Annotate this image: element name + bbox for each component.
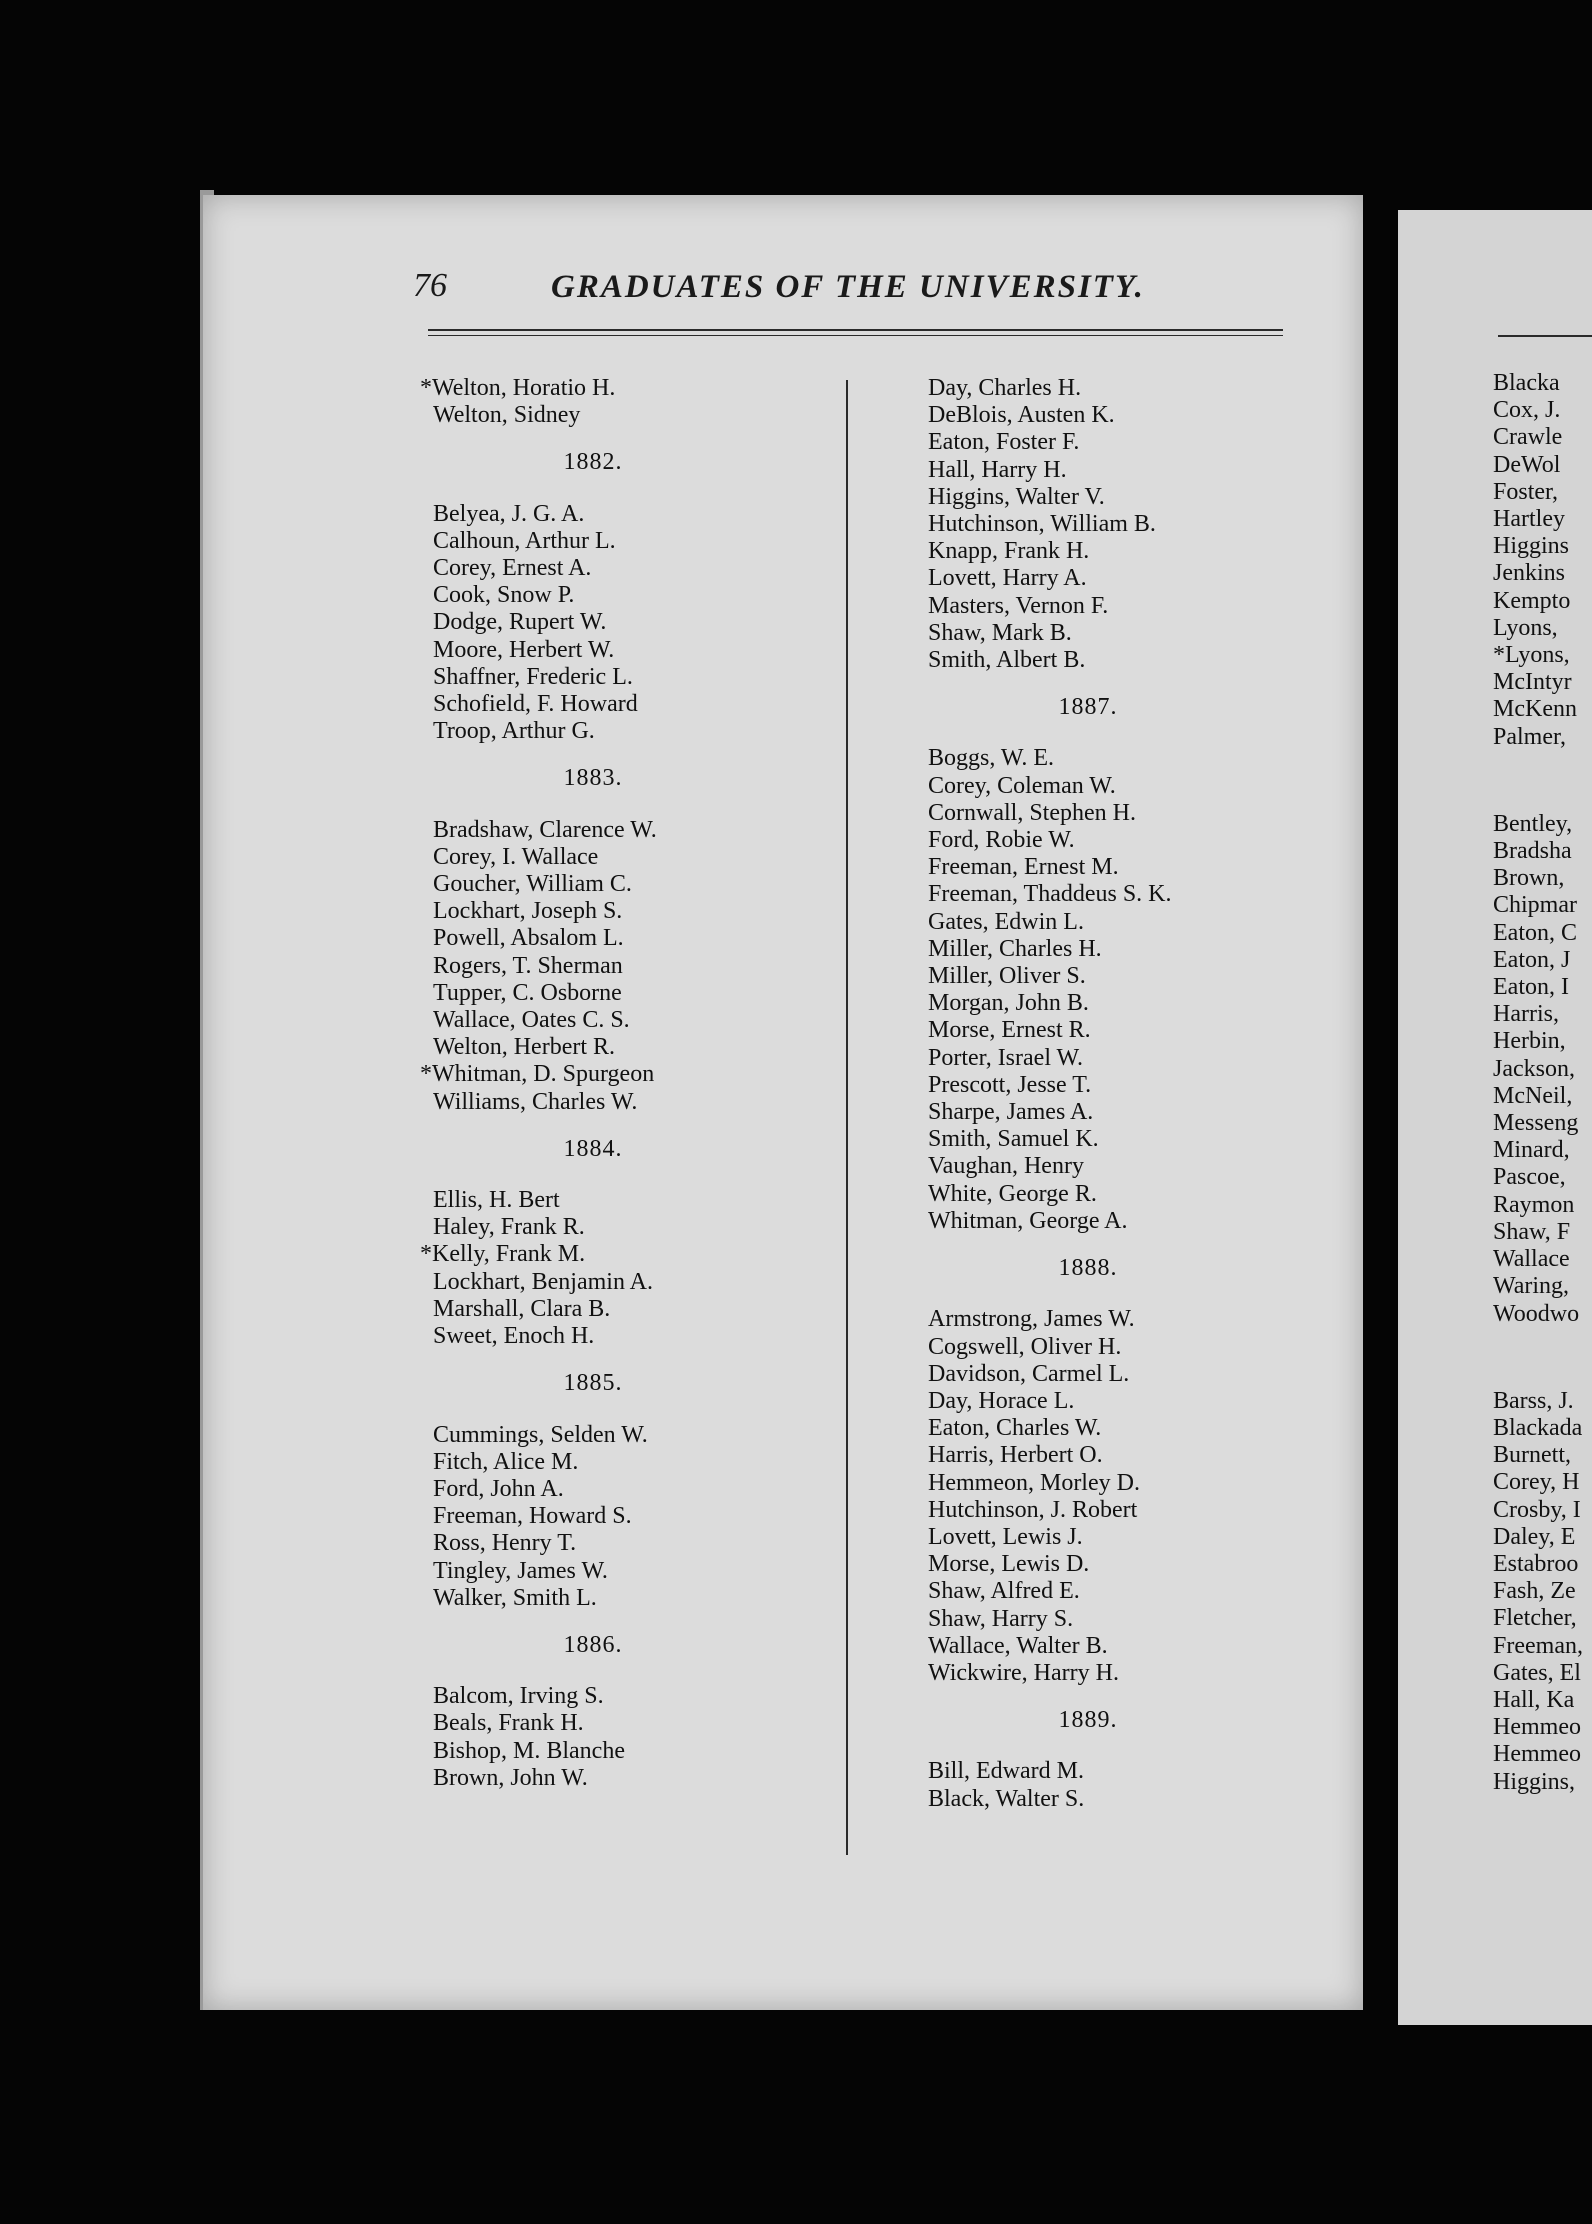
graduate-name: Corey, I. Wallace: [433, 843, 599, 870]
graduate-name: Shaw, Alfred E.: [928, 1578, 1080, 1605]
graduate-name: Whitman, George A.: [928, 1207, 1128, 1234]
next-page-name: Blackada: [1493, 1414, 1583, 1441]
graduate-name: Haley, Frank R.: [433, 1214, 585, 1241]
next-page-name: McNeil,: [1493, 1082, 1573, 1109]
graduate-name: *Kelly, Frank M.: [420, 1241, 586, 1268]
next-page-name: Shaw, F: [1493, 1218, 1571, 1245]
next-page-name: Wallace: [1493, 1246, 1570, 1273]
year-heading: 1882.: [563, 449, 623, 476]
right-column: [928, 375, 1328, 1813]
graduate-name: Calhoun, Arthur L.: [433, 527, 616, 554]
graduate-name: Williams, Charles W.: [433, 1088, 638, 1115]
graduate-name: Morgan, John B.: [928, 990, 1089, 1017]
next-page-name: Higgins: [1493, 533, 1570, 560]
next-page-name: Gates, El: [1493, 1659, 1581, 1686]
graduate-name: Hemmeon, Morley D.: [928, 1469, 1140, 1496]
next-page-name: Eaton, J: [1493, 946, 1571, 973]
graduate-name: Welton, Herbert R.: [433, 1034, 616, 1061]
graduate-name: Boggs, W. E.: [928, 745, 1055, 772]
next-page-name: McIntyr: [1493, 669, 1572, 696]
graduate-name: Masters, Vernon F.: [928, 592, 1109, 619]
book-page: [203, 195, 1363, 2010]
next-page-name: Barss, J.: [1493, 1387, 1574, 1414]
running-title: GRADUATES OF THE UNIVERSITY.: [551, 269, 1145, 305]
next-page-name: Hall, Ka: [1493, 1686, 1575, 1713]
next-page-name: Hemmeo: [1493, 1714, 1581, 1741]
graduate-name: Gates, Edwin L.: [928, 908, 1084, 935]
graduate-name: Ford, Robie W.: [928, 827, 1075, 854]
graduate-name: Corey, Coleman W.: [928, 772, 1116, 799]
graduate-name: Bishop, M. Blanche: [433, 1737, 625, 1764]
graduate-name: Morse, Lewis D.: [928, 1551, 1090, 1578]
next-page-name: Burnett,: [1493, 1442, 1571, 1469]
next-page-name: Chipmar: [1493, 892, 1577, 919]
graduate-name: Troop, Arthur G.: [433, 718, 595, 745]
graduate-name: Hutchinson, J. Robert: [928, 1496, 1138, 1523]
next-page-name: Hemmeo: [1493, 1741, 1581, 1768]
graduate-name: Belyea, J. G. A.: [433, 500, 585, 527]
graduate-name: Sweet, Enoch H.: [433, 1323, 595, 1350]
graduate-name: Freeman, Howard S.: [433, 1503, 632, 1530]
graduate-name: Ross, Henry T.: [433, 1530, 577, 1557]
graduate-name: Balcom, Irving S.: [433, 1683, 604, 1710]
header-rule-top: [428, 329, 1283, 331]
section-gap: [1493, 751, 1583, 811]
graduate-name: Eaton, Charles W.: [928, 1415, 1102, 1442]
next-page-name: Higgins,: [1493, 1768, 1576, 1795]
left-column: [420, 375, 833, 1792]
graduate-name: Sharpe, James A.: [928, 1099, 1094, 1126]
graduate-name: Day, Charles H.: [928, 375, 1082, 401]
next-page-name: Palmer,: [1493, 723, 1567, 750]
column-divider: [846, 380, 848, 1855]
graduate-name: Rogers, T. Sherman: [433, 952, 623, 979]
graduate-name: *Welton, Horatio H.: [420, 375, 616, 401]
graduate-name: Ford, John A.: [433, 1475, 564, 1502]
graduate-name: Schofield, F. Howard: [433, 691, 638, 718]
next-page-name: Pascoe,: [1493, 1164, 1566, 1191]
next-page-name: Messeng: [1493, 1110, 1579, 1137]
year-heading: 1884.: [563, 1135, 623, 1162]
graduate-name: Lovett, Harry A.: [928, 565, 1087, 592]
next-page-name: Fash, Ze: [1493, 1578, 1576, 1605]
year-heading: 1888.: [1058, 1255, 1118, 1282]
graduate-name: Lockhart, Joseph S.: [433, 898, 623, 925]
graduate-name: Hall, Harry H.: [928, 456, 1067, 483]
graduate-name: Tingley, James W.: [433, 1557, 608, 1584]
next-page-name: Fletcher,: [1493, 1605, 1577, 1632]
graduate-name: Cogswell, Oliver H.: [928, 1333, 1122, 1360]
year-heading: 1885.: [563, 1370, 623, 1397]
page-number: 76: [413, 267, 447, 304]
graduate-name: Moore, Herbert W.: [433, 636, 615, 663]
section-gap: [1493, 1328, 1583, 1388]
graduate-name: DeBlois, Austen K.: [928, 402, 1115, 429]
graduate-name: Morse, Ernest R.: [928, 1017, 1091, 1044]
graduate-name: Beals, Frank H.: [433, 1710, 584, 1737]
next-page-name: Bentley,: [1493, 810, 1573, 837]
graduate-name: Knapp, Frank H.: [928, 538, 1090, 565]
graduate-name: Walker, Smith L.: [433, 1584, 597, 1611]
graduate-name: Smith, Albert B.: [928, 647, 1086, 674]
next-page-name: Eaton, I: [1493, 974, 1569, 1001]
graduate-name: Freeman, Ernest M.: [928, 854, 1119, 881]
next-page-name: Crosby, I: [1493, 1496, 1581, 1523]
graduate-name: Corey, Ernest A.: [433, 555, 592, 582]
next-page-name: Foster,: [1493, 478, 1559, 505]
graduate-name: Lovett, Lewis J.: [928, 1523, 1083, 1550]
graduate-name: Freeman, Thaddeus S. K.: [928, 881, 1172, 908]
graduate-name: Shaffner, Frederic L.: [433, 663, 633, 690]
next-page-name: Jenkins: [1493, 560, 1565, 587]
graduate-name: Harris, Herbert O.: [928, 1442, 1103, 1469]
graduate-name: Welton, Sidney: [433, 402, 581, 429]
next-page-name: Harris,: [1493, 1001, 1559, 1028]
graduate-name: Ellis, H. Bert: [433, 1187, 560, 1214]
year-heading: 1887.: [1058, 694, 1118, 721]
next-page-name: Blacka: [1493, 370, 1560, 396]
graduate-name: Eaton, Foster F.: [928, 429, 1080, 456]
next-page-rule: [1498, 335, 1592, 337]
next-page-name: Minard,: [1493, 1137, 1570, 1164]
next-page-name: Brown,: [1493, 865, 1565, 892]
next-page-name: Kempto: [1493, 587, 1571, 614]
year-heading: 1889.: [1058, 1707, 1118, 1734]
graduate-name: Cook, Snow P.: [433, 582, 575, 609]
next-page-name: Eaton, C: [1493, 919, 1577, 946]
graduate-name: Miller, Oliver S.: [928, 963, 1086, 990]
next-page-name: Freeman,: [1493, 1632, 1583, 1659]
graduate-name: Marshall, Clara B.: [433, 1295, 611, 1322]
page-header: [203, 267, 1363, 317]
next-page-name: Hartley: [1493, 506, 1565, 533]
year-heading: 1886.: [563, 1631, 623, 1658]
graduate-name: Vaughan, Henry: [928, 1153, 1084, 1180]
next-page-fragment: [1398, 210, 1592, 2025]
graduate-name: *Whitman, D. Spurgeon: [420, 1061, 655, 1088]
next-page-name: McKenn: [1493, 696, 1577, 723]
year-heading: 1883.: [563, 765, 623, 792]
graduate-name: Cummings, Selden W.: [433, 1421, 648, 1448]
next-page-name: Corey, H: [1493, 1469, 1580, 1496]
graduate-name: Smith, Samuel K.: [928, 1126, 1099, 1153]
graduate-name: Brown, John W.: [433, 1764, 588, 1791]
graduate-name: Goucher, William C.: [433, 871, 632, 898]
graduate-name: Bill, Edward M.: [928, 1758, 1084, 1785]
next-page-name: *Lyons,: [1493, 642, 1570, 669]
next-page-name: Herbin,: [1493, 1028, 1566, 1055]
graduate-name: Day, Horace L.: [928, 1387, 1075, 1414]
graduate-name: Wallace, Oates C. S.: [433, 1007, 630, 1034]
graduate-name: Tupper, C. Osborne: [433, 979, 622, 1006]
graduate-name: Cornwall, Stephen H.: [928, 799, 1136, 826]
graduate-name: Armstrong, James W.: [928, 1306, 1135, 1333]
graduate-name: Davidson, Carmel L.: [928, 1360, 1130, 1387]
graduate-name: Dodge, Rupert W.: [433, 609, 607, 636]
graduate-name: Porter, Israel W.: [928, 1044, 1084, 1071]
graduate-name: White, George R.: [928, 1180, 1097, 1207]
next-page-column: [1493, 370, 1583, 1796]
next-page-name: Woodwo: [1493, 1300, 1580, 1327]
graduate-name: Bradshaw, Clarence W.: [433, 816, 657, 843]
next-page-name: DeWol: [1493, 451, 1561, 478]
header-rule-bottom: [428, 335, 1283, 336]
graduate-name: Lockhart, Benjamin A.: [433, 1268, 653, 1295]
graduate-name: Miller, Charles H.: [928, 935, 1102, 962]
graduate-name: Powell, Absalom L.: [433, 925, 624, 952]
next-page-name: Lyons,: [1493, 614, 1558, 641]
next-page-name: Bradsha: [1493, 838, 1572, 865]
next-page-name: Crawle: [1493, 424, 1563, 451]
next-page-name: Jackson,: [1493, 1055, 1575, 1082]
graduate-name: Hutchinson, William B.: [928, 511, 1156, 538]
graduate-name: Prescott, Jesse T.: [928, 1071, 1092, 1098]
graduate-name: Fitch, Alice M.: [433, 1448, 579, 1475]
graduate-name: Black, Walter S.: [928, 1785, 1085, 1812]
graduate-name: Shaw, Harry S.: [928, 1605, 1074, 1632]
next-page-name: Cox, J.: [1493, 397, 1561, 424]
graduate-name: Shaw, Mark B.: [928, 619, 1072, 646]
next-page-name: Waring,: [1493, 1273, 1570, 1300]
graduate-name: Higgins, Walter V.: [928, 483, 1105, 510]
graduate-name: Wallace, Walter B.: [928, 1632, 1108, 1659]
next-page-name: Raymon: [1493, 1191, 1575, 1218]
graduate-name: Wickwire, Harry H.: [928, 1659, 1119, 1686]
next-page-name: Estabroo: [1493, 1550, 1579, 1577]
next-page-name: Daley, E: [1493, 1523, 1576, 1550]
